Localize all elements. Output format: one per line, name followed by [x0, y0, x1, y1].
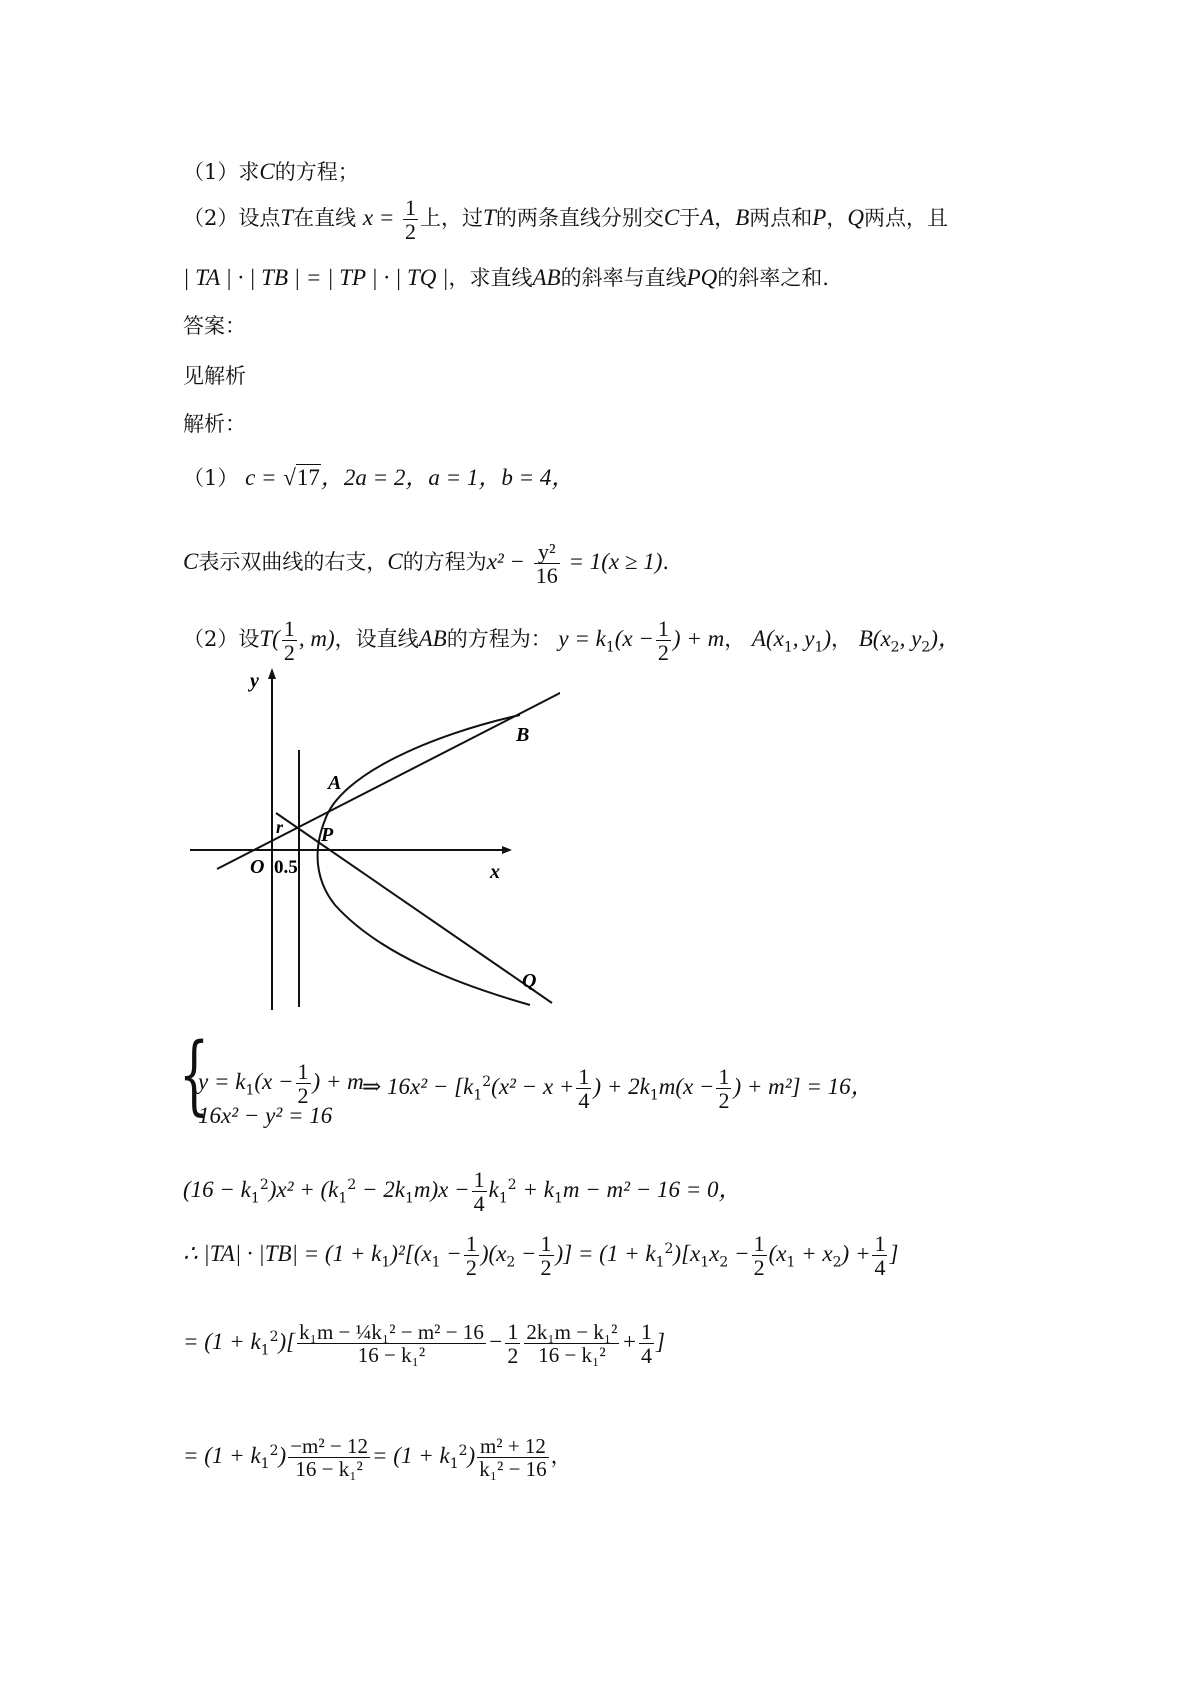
q2-text: 于	[679, 206, 701, 231]
fraction-half	[716, 1065, 731, 1112]
sup: 2	[259, 1177, 269, 1194]
q2-text: 在直线	[293, 206, 357, 231]
solution-1-line2	[183, 540, 669, 587]
s1-rest: ，2a = 2，a = 1，b = 4，	[320, 465, 575, 490]
s3-text: 的方程为：	[446, 627, 552, 652]
frac-den: 2	[753, 1255, 765, 1281]
sub: 1	[786, 1254, 796, 1271]
line-eq: (x −	[614, 626, 654, 652]
quad: m − m² − 16 = 0，	[562, 1177, 742, 1203]
question-2-line1	[183, 196, 948, 243]
quad: − 2k	[356, 1177, 405, 1203]
exp: +	[621, 1329, 638, 1355]
sub: 1	[649, 1087, 659, 1104]
frac-den: 2	[718, 1088, 730, 1114]
product-line	[183, 1232, 898, 1279]
var-c: C	[259, 159, 275, 184]
fin: )	[278, 1443, 287, 1469]
hyperbola-figure	[180, 665, 560, 1020]
var-b: B	[735, 205, 750, 231]
hyperbola	[318, 715, 530, 1005]
q1-label: （1）求	[183, 160, 260, 184]
sub: 1	[783, 639, 793, 656]
label-y: y	[250, 670, 259, 692]
label-q: Q	[522, 970, 537, 992]
prod: −	[440, 1241, 462, 1267]
fin: = (1 + k	[372, 1443, 450, 1469]
s3-label: （2）设	[183, 627, 260, 652]
question-2-line2	[183, 266, 829, 289]
sys-result: m(x −	[658, 1074, 715, 1100]
answer-text: 见解析	[183, 364, 246, 388]
frac-den: 16 − k₁²	[357, 1343, 426, 1368]
expansion-line	[183, 1320, 665, 1367]
sys-eq: ) + m	[312, 1069, 364, 1095]
var-q: Q	[847, 205, 864, 231]
q2-text: 两点，且	[863, 206, 948, 231]
frac-den: 2	[405, 219, 417, 245]
fraction-half	[505, 1320, 520, 1367]
sub: 1	[553, 1190, 563, 1207]
frac-num: 1	[874, 1231, 886, 1256]
q2-text: 上，过	[420, 206, 484, 231]
system-eq1	[198, 1060, 364, 1107]
label-05: 0.5	[274, 857, 298, 878]
sqrt-17: √17	[283, 465, 320, 490]
sup: 2	[347, 1177, 357, 1194]
fraction-quarter	[472, 1168, 487, 1215]
sub: 1	[250, 1190, 260, 1207]
line-ab	[217, 692, 560, 869]
prod: )[x	[673, 1241, 701, 1267]
solution-2-line1	[183, 617, 961, 664]
label-r: r	[276, 817, 284, 837]
label-a: A	[328, 772, 342, 794]
frac-den: 16 − k₁²	[295, 1457, 363, 1482]
fraction-y2-16	[534, 540, 560, 587]
sys-result: ⇒ 16x² − [k	[362, 1074, 474, 1100]
s1-c: c =	[245, 465, 277, 490]
final-line	[183, 1435, 572, 1480]
prod: ]	[889, 1241, 899, 1267]
fraction-half	[752, 1232, 767, 1279]
var-t: T	[483, 205, 496, 231]
frac-num: 1	[578, 1064, 590, 1089]
s1-label: （1）	[183, 466, 239, 490]
frac-num: 1	[465, 1231, 477, 1256]
sys-result: ) + m²] = 16，	[733, 1074, 874, 1100]
point-a: )	[823, 626, 832, 652]
frac-den: 2	[540, 1255, 552, 1281]
frac-num: 1	[297, 1059, 309, 1084]
frac-den: 2	[507, 1343, 519, 1369]
frac-den: k₁² − 16	[479, 1457, 547, 1482]
sub: 1	[260, 1456, 270, 1473]
quad: )x² + (k	[268, 1177, 339, 1203]
fin: )	[467, 1443, 476, 1469]
sep: ，	[724, 627, 746, 652]
label-b: B	[516, 724, 530, 746]
frac-den: 4	[874, 1255, 886, 1281]
line-pq	[276, 813, 552, 1003]
sys-result: (x² − x +	[491, 1074, 575, 1100]
q2-condition: | TA | · | TB | = | TP | · | TQ |	[183, 265, 449, 290]
frac-num: 1	[405, 195, 417, 220]
prod: (x	[768, 1241, 787, 1267]
sub: 1	[260, 1342, 270, 1359]
s2-eq-right: = 1(x ≥ 1)	[568, 549, 663, 575]
sup: 2	[507, 1177, 517, 1194]
s3-text: ，设直线	[334, 627, 419, 652]
fraction-small	[524, 1321, 619, 1366]
sub: 1	[431, 1254, 441, 1271]
fraction-half	[403, 196, 418, 243]
fraction-quarter	[872, 1232, 887, 1279]
x-axis-arrow	[502, 846, 512, 854]
prod: −	[728, 1241, 750, 1267]
var-t: T	[280, 205, 294, 231]
q1-rest: 的方程；	[274, 160, 359, 184]
var-ab: AB	[532, 265, 561, 290]
fraction-quarter	[639, 1320, 654, 1367]
quad: (16 − k	[183, 1177, 251, 1203]
frac-den: 4	[641, 1343, 653, 1369]
sub: 1	[700, 1254, 710, 1271]
answer-label: 答案：	[183, 314, 246, 338]
point-b: )，	[930, 626, 961, 652]
label-x: x	[490, 861, 500, 883]
prod: )] = (1 + k	[555, 1241, 656, 1267]
var-c: C	[663, 205, 680, 231]
sub: 2	[890, 639, 900, 656]
fin: ，	[550, 1444, 572, 1469]
y-axis-arrow	[268, 668, 276, 679]
sub: 1	[498, 1190, 508, 1207]
sup: 2	[664, 1241, 674, 1258]
s3-m: , m)	[298, 626, 335, 652]
s2-text: 的方程为	[402, 550, 487, 575]
sub: 1	[338, 1190, 348, 1207]
sub: 1	[814, 639, 824, 656]
frac-num: 1	[507, 1319, 519, 1344]
frac-num: −m² − 12	[290, 1434, 369, 1458]
frac-num: 1	[657, 616, 669, 641]
quad: k	[488, 1177, 499, 1203]
var-c: C	[183, 549, 199, 575]
sub: 1	[245, 1082, 255, 1099]
sub: 2	[719, 1254, 729, 1271]
q2-x-eq: x =	[362, 205, 395, 231]
q2-text: 两点和	[749, 206, 813, 231]
var-p: P	[812, 205, 827, 231]
q2-text: ，	[826, 206, 848, 231]
prod: )(x	[480, 1241, 507, 1267]
q2-text: 的斜率与直线	[560, 266, 687, 290]
sub: 1	[381, 1254, 391, 1271]
question-1	[183, 160, 359, 183]
exp: )[	[278, 1329, 296, 1355]
sys-result: ) + 2k	[593, 1074, 650, 1100]
prod: −	[515, 1241, 537, 1267]
sys-eq: 16x² − y² = 16	[198, 1103, 333, 1128]
frac-num: 1	[718, 1064, 730, 1089]
frac-den: 4	[473, 1191, 485, 1217]
frac-num: 1	[753, 1231, 765, 1256]
frac-num: 1	[641, 1319, 653, 1344]
sub: 1	[473, 1087, 483, 1104]
fraction-quarter	[576, 1065, 591, 1112]
point-a: A(x	[751, 626, 784, 652]
frac-den: 4	[578, 1088, 590, 1114]
line-eq: ) + m	[672, 626, 725, 652]
prod: ) +	[841, 1241, 871, 1267]
q2-label: （2）设点	[183, 206, 281, 231]
fin: = (1 + k	[183, 1443, 261, 1469]
sub: 1	[404, 1190, 414, 1207]
frac-den: 2	[283, 640, 295, 666]
fraction-half	[656, 617, 671, 664]
point-b: , y	[899, 626, 922, 652]
point-b: B(x	[858, 626, 891, 652]
prod: + x	[795, 1241, 833, 1267]
sup: 2	[269, 1329, 279, 1346]
s2-text: 表示双曲线的右支，	[198, 550, 388, 575]
analysis-label: 解析：	[183, 412, 246, 436]
fraction-half	[464, 1232, 479, 1279]
prod: ∴ |TA| · |TB| = (1 + k	[183, 1241, 382, 1267]
sup: 2	[482, 1074, 492, 1091]
frac-den: 2	[657, 640, 669, 666]
fraction-big	[297, 1321, 486, 1366]
label-p: P	[321, 824, 334, 846]
label-o: O	[250, 856, 265, 878]
q2-text: 的两条直线分别交	[495, 206, 664, 231]
sub: 2	[832, 1254, 842, 1271]
s2-end: .	[662, 550, 670, 575]
frac-den: 2	[465, 1255, 477, 1281]
s3-t: T(	[259, 626, 280, 652]
var-ab: AB	[418, 626, 447, 652]
prod: x	[709, 1241, 720, 1267]
q2-text: 的斜率之和.	[717, 266, 829, 290]
sep: ，	[831, 627, 853, 652]
frac-num: y²	[534, 540, 560, 564]
exp: −	[487, 1329, 504, 1355]
frac-den: 16 − k₁²	[538, 1343, 606, 1368]
point-a: , y	[792, 626, 815, 652]
fraction-final-2	[477, 1435, 548, 1480]
fraction-final-1	[288, 1435, 370, 1480]
fraction-half	[539, 1232, 554, 1279]
frac-num: k₁m − ¼k₁² − m² − 16	[299, 1320, 484, 1345]
var-c: C	[387, 549, 403, 575]
system-eq2	[198, 1104, 332, 1127]
frac-num: 1	[473, 1167, 485, 1192]
sqrt-radicand: 17	[296, 465, 320, 490]
frac-den: 16	[535, 563, 558, 589]
sys-eq: y = k	[198, 1069, 246, 1095]
frac-den: 2	[297, 1083, 309, 1109]
quad: m)x −	[413, 1177, 470, 1203]
system-result	[362, 1065, 874, 1112]
solution-1-line1	[183, 466, 574, 489]
sub: 2	[506, 1254, 516, 1271]
q2-text: ，	[714, 206, 736, 231]
fraction-half	[282, 617, 297, 664]
sub: 1	[655, 1254, 665, 1271]
sup: 2	[458, 1443, 468, 1460]
exp: = (1 + k	[183, 1329, 261, 1355]
exp: ]	[656, 1329, 665, 1355]
sub: 2	[921, 639, 931, 656]
quad: + k	[516, 1177, 554, 1203]
sub: 1	[605, 639, 615, 656]
var-a: A	[700, 205, 715, 231]
frac-num: m² + 12	[477, 1435, 548, 1458]
sys-eq: (x −	[254, 1069, 294, 1095]
q2-text: ，求直线	[448, 266, 533, 290]
sup: 2	[269, 1443, 279, 1460]
fraction-half	[296, 1060, 311, 1107]
var-pq: PQ	[686, 265, 718, 290]
line-eq: y = k	[558, 626, 606, 652]
frac-num: 2k₁m − k₁²	[526, 1320, 618, 1345]
prod: )²[(x	[390, 1241, 432, 1267]
system-brace: {	[179, 1025, 210, 1125]
s2-eq-left: x² −	[486, 549, 526, 575]
sub: 1	[449, 1456, 459, 1473]
frac-num: 1	[540, 1231, 552, 1256]
quadratic-line	[183, 1168, 742, 1215]
frac-num: 1	[283, 616, 295, 641]
